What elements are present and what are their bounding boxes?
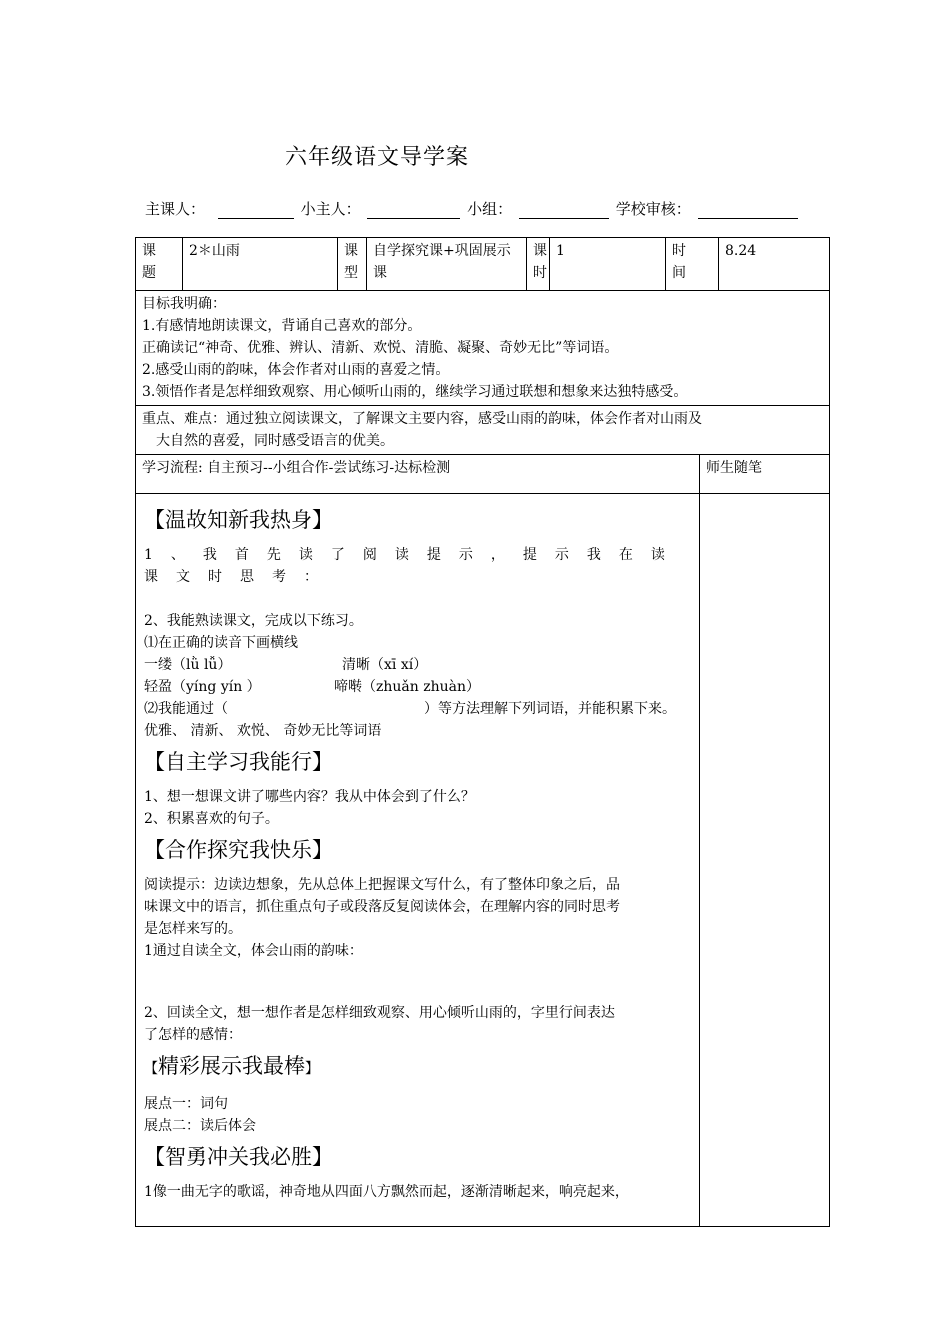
cooperate-line: 是怎样来写的。 <box>144 921 242 937</box>
flow-row <box>136 455 830 494</box>
type-value: 自学探究课+巩固展示课 <box>367 238 527 291</box>
self-study-line: 2、积累喜欢的句子。 <box>144 811 279 827</box>
focus-line: 重点、难点：通过独立阅读课文，了解课文主要内容，感受山雨的韵味，体会作者对山雨及 <box>142 411 702 427</box>
goal-item: 2.感受山雨的韵味，体会作者对山雨的喜爱之情。 <box>142 362 450 378</box>
teacher-blank[interactable] <box>218 204 294 219</box>
notes-header: 师生随笔 <box>700 455 830 494</box>
section-title-self-study: 【自主学习我能行】 <box>144 750 333 774</box>
section-title-challenge: 【智勇冲关我必胜】 <box>144 1145 333 1169</box>
showcase-line: 展点一：词句 <box>144 1096 228 1112</box>
warmup-line: 1、我首先读了阅读提示，提示我在读课文时思考： <box>144 547 683 585</box>
page-title: 六年级语文导学案 <box>285 145 470 170</box>
goal-item: 3.领悟作者是怎样细致观察、用心倾听山雨的，继续学习通过联想和想象来达独特感受。 <box>142 384 688 400</box>
focus-line: 大自然的喜爱，同时感受语言的优美。 <box>156 433 394 449</box>
content-row <box>136 494 830 1227</box>
header-row <box>136 238 830 291</box>
section-title-showcase: 【精彩展示我最棒】 <box>144 1054 319 1078</box>
time-label: 时间 <box>666 238 719 291</box>
answer-space[interactable] <box>144 962 691 1002</box>
section-title-warmup: 【温故知新我热身】 <box>144 508 333 532</box>
goals-row <box>136 291 830 406</box>
section-title-cooperate: 【合作探究我快乐】 <box>144 838 333 862</box>
method-line: ⑵我能通过（ ）等方法理解下列词语，并能积累下来。 <box>144 701 676 717</box>
focus-row <box>136 406 830 455</box>
pronunciation-line: 一缕（lǜ lǚ） 清晰（xī xí） <box>144 657 428 673</box>
review-label: 学校审核： <box>615 200 691 218</box>
cooperate-line: 阅读提示：边读边想象，先从总体上把握课文写什么，有了整体印象之后，品 <box>144 877 620 893</box>
vocab-line: 优雅、 清新、 欢悦、 奇妙无比等词语 <box>144 723 382 739</box>
student-label: 小主人： <box>300 200 361 218</box>
focus-cell <box>136 406 830 455</box>
showcase-line: 展点二：读后体会 <box>144 1118 256 1134</box>
answer-space[interactable] <box>144 588 691 610</box>
lesson-value: 2＊山雨 <box>183 238 338 291</box>
flow-label: 学习流程: 自主预习--小组合作-尝试练习-达标检测 <box>136 455 700 494</box>
signature-line <box>145 198 798 219</box>
period-value: 1 <box>550 238 666 291</box>
cooperate-line: 1通过自读全文，体会山雨的韵味： <box>144 943 363 959</box>
cooperate-line: 2、回读全文，想一想作者是怎样细致观察、用心倾听山雨的，字里行间表达 <box>144 1005 615 1021</box>
goal-item: 正确读记“神奇、优雅、辨认、清新、欢悦、清脆、凝聚、奇妙无比”等词语。 <box>142 340 619 356</box>
cooperate-line: 味课文中的语言，抓住重点句子或段落反复阅读体会，在理解内容的同时思考 <box>144 899 620 915</box>
lesson-table <box>135 237 830 1227</box>
review-blank[interactable] <box>698 204 798 219</box>
content-cell <box>136 494 700 1227</box>
goals-cell <box>136 291 830 406</box>
warmup-line: 2、我能熟读课文，完成以下练习。 <box>144 613 363 629</box>
time-value: 8.24 <box>719 238 830 291</box>
warmup-line: ⑴在正确的读音下画横线 <box>144 635 298 651</box>
period-label: 课时 <box>527 238 550 291</box>
goals-heading: 目标我明确： <box>142 296 226 312</box>
goal-item: 1.有感情地朗读课文，背诵自己喜欢的部分。 <box>142 318 422 334</box>
self-study-line: 1、想一想课文讲了哪些内容？我从中体会到了什么？ <box>144 789 475 805</box>
lesson-label: 课题 <box>136 238 183 291</box>
pronunciation-line: 轻盈（yíng yín ） 啼啭（zhuǎn zhuàn） <box>144 679 480 695</box>
cooperate-line: 了怎样的感情： <box>144 1027 242 1043</box>
student-blank[interactable] <box>367 204 460 219</box>
challenge-line: 1像一曲无字的歌谣，神奇地从四面八方飘然而起，逐渐清晰起来，响亮起来， <box>144 1184 629 1200</box>
group-blank[interactable] <box>519 204 609 219</box>
teacher-label: 主课人： <box>145 200 206 218</box>
group-label: 小组： <box>467 200 513 218</box>
type-label: 课型 <box>338 238 367 291</box>
notes-cell[interactable] <box>700 494 830 1227</box>
